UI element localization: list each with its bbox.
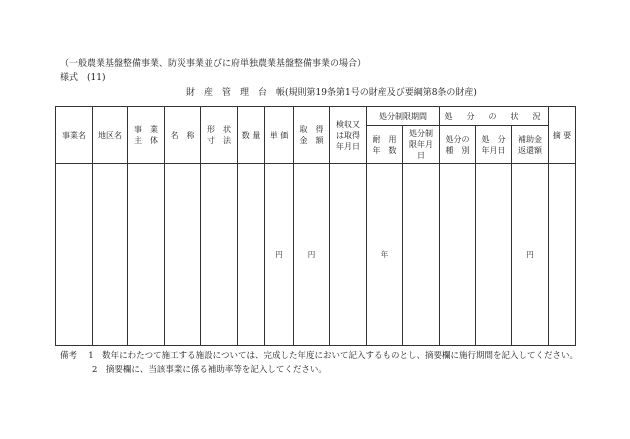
cell-name[interactable] [165,164,201,346]
cell-district-name[interactable] [93,164,128,346]
notes-label: 備考 [60,351,78,361]
cell-disposal-type[interactable] [440,164,476,346]
cell-subsidy-return[interactable] [512,164,549,346]
note-item: 2 摘要欄に、当該事業に係る補助率等を記入してください。 [92,365,327,375]
col-project-owner: 事 業 主 体 [128,107,165,164]
yen-unit: 円 [275,250,283,259]
cell-service-life[interactable] [367,164,403,346]
cell-remarks[interactable] [549,164,576,346]
col-disposal-date: 処 分 年月日 [476,126,512,164]
note-line [60,349,578,363]
cell-quantity[interactable] [238,164,265,346]
col-name: 名 称 [165,107,201,164]
yen-unit: 円 [307,250,316,259]
year-unit: 年 [380,250,389,259]
cell-unit-price[interactable] [265,164,294,346]
note-item: 1 数年にわたつて施工する施設については、完成した年度において記入するものとし、摘要欄に施行期間を記入してください。 [88,351,578,361]
col-district-name: 地区名 [93,107,128,164]
col-disposal-limit-date: 処分制 限年月 日 [403,126,440,164]
col-quantity: 数 量 [238,107,265,164]
form-number: 様式 (11) [60,73,106,83]
cell-project-name[interactable] [56,164,93,346]
col-shape-dimensions: 形 状 寸 法 [201,107,238,164]
col-group-disposal-status: 処 分 の 状 況 [440,107,549,126]
col-service-life: 耐 用 年 数 [367,126,403,164]
property-ledger-table [55,106,576,346]
col-unit-price: 単 価 [265,107,294,164]
cell-project-owner[interactable] [128,164,165,346]
table-row [56,164,576,346]
cell-completion-date[interactable] [330,164,367,346]
col-subsidy-return: 補助金 返還額 [512,126,549,164]
col-acquisition-amount: 取 得 金 額 [294,107,330,164]
col-project-name: 事業名 [56,107,93,164]
page-title: 財 産 管 理 台 帳(規則第19条第1号の財産及び要綱第8条の財産) [186,88,477,98]
cell-acquisition-amount[interactable] [294,164,330,346]
col-group-disposal-limit: 処分制限期間 [367,107,440,126]
col-disposal-type: 処分の 種 別 [440,126,476,164]
cell-disposal-limit-date[interactable] [403,164,440,346]
col-remarks: 摘 要 [549,107,576,164]
col-completion-date: 検収又 は取得 年月日 [330,107,367,164]
notes-section [60,349,578,377]
cell-disposal-date[interactable] [476,164,512,346]
note-line [60,363,578,377]
form-scope-note: （一般農業基盤整備事業、防災事業並びに府単独農業基盤整備事業の場合） [60,59,367,69]
yen-unit: 円 [526,250,534,259]
cell-shape-dimensions[interactable] [201,164,238,346]
